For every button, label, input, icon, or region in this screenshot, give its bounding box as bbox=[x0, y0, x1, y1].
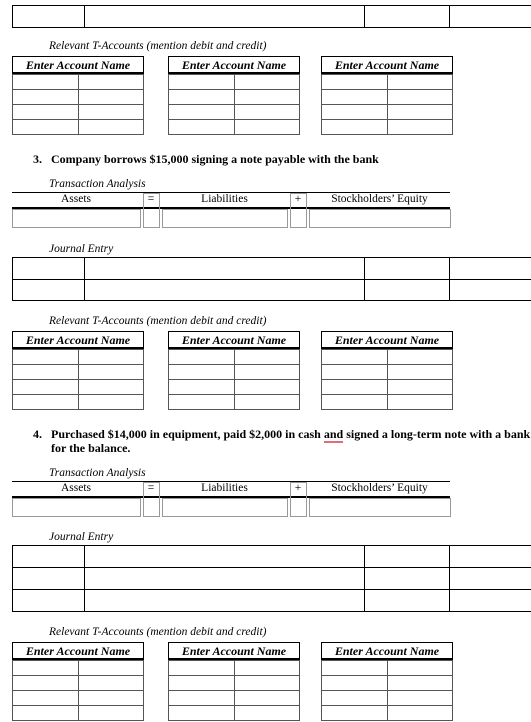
equals-cell bbox=[143, 482, 160, 517]
assets-label: Assets bbox=[60, 482, 92, 494]
journal-cell[interactable] bbox=[365, 590, 450, 612]
t-account-name[interactable]: Enter Account Name bbox=[12, 331, 144, 349]
t-account-name[interactable]: Enter Account Name bbox=[321, 331, 453, 349]
liabilities-label: Liabilities bbox=[201, 482, 248, 494]
liabilities-input[interactable] bbox=[162, 209, 288, 228]
journal-entry-caption: Journal Entry bbox=[49, 531, 114, 543]
question-4-number: 4. bbox=[33, 427, 42, 441]
journal-cell[interactable] bbox=[13, 258, 85, 280]
journal-cell[interactable] bbox=[450, 546, 531, 568]
journal-cell[interactable] bbox=[13, 6, 85, 28]
plus-cell bbox=[290, 193, 307, 228]
journal-cell[interactable] bbox=[85, 6, 365, 28]
journal-cell[interactable] bbox=[365, 279, 450, 301]
t-account-name[interactable]: Enter Account Name bbox=[168, 56, 300, 74]
journal-cell[interactable] bbox=[13, 546, 85, 568]
journal-cell[interactable] bbox=[450, 568, 531, 590]
journal-cell[interactable] bbox=[85, 258, 365, 280]
transaction-analysis-caption: Transaction Analysis bbox=[49, 178, 146, 190]
question-3-number: 3. bbox=[33, 152, 42, 166]
journal-cell[interactable] bbox=[13, 279, 85, 301]
journal-table-3 bbox=[12, 257, 531, 301]
equity-label: Stockholders’ Equity bbox=[331, 193, 428, 205]
t-account-name[interactable]: Enter Account Name bbox=[321, 642, 453, 660]
equity-label: Stockholders’ Equity bbox=[331, 482, 428, 494]
t-accounts-caption: Relevant T-Accounts (mention debit and credit) bbox=[49, 40, 267, 52]
journal-cell[interactable] bbox=[365, 568, 450, 590]
transaction-analysis-caption: Transaction Analysis bbox=[49, 467, 146, 479]
journal-cell[interactable] bbox=[85, 568, 365, 590]
spelling-flagged-word[interactable]: and bbox=[323, 427, 344, 441]
plus-cell bbox=[290, 482, 307, 517]
journal-cell[interactable] bbox=[365, 546, 450, 568]
assets-input[interactable] bbox=[12, 498, 141, 517]
t-account-name[interactable]: Enter Account Name bbox=[12, 642, 144, 660]
assets-label: Assets bbox=[60, 193, 92, 205]
equals-sign: = bbox=[147, 482, 155, 494]
journal-cell[interactable] bbox=[85, 279, 365, 301]
journal-cell[interactable] bbox=[365, 6, 450, 28]
question-4-text: Purchased $14,000 in equipment, paid $2,000 in cash and signed a long-term note with a bank bbox=[51, 427, 531, 441]
journal-cell[interactable] bbox=[13, 568, 85, 590]
journal-entry-caption: Journal Entry bbox=[49, 243, 114, 255]
t-account-name[interactable]: Enter Account Name bbox=[168, 642, 300, 660]
liabilities-input[interactable] bbox=[162, 498, 288, 517]
plus-sign: + bbox=[294, 193, 302, 205]
equity-input[interactable] bbox=[309, 209, 451, 228]
journal-cell[interactable] bbox=[365, 258, 450, 280]
journal-cell[interactable] bbox=[85, 546, 365, 568]
t-accounts-caption: Relevant T-Accounts (mention debit and credit) bbox=[49, 626, 267, 638]
equity-input[interactable] bbox=[309, 498, 451, 517]
equals-cell bbox=[143, 193, 160, 228]
liabilities-label: Liabilities bbox=[201, 193, 248, 205]
journal-cell[interactable] bbox=[13, 590, 85, 612]
journal-table-4 bbox=[12, 545, 531, 612]
t-accounts-caption: Relevant T-Accounts (mention debit and credit) bbox=[49, 315, 267, 327]
t-account-name[interactable]: Enter Account Name bbox=[168, 331, 300, 349]
t-account-name[interactable]: Enter Account Name bbox=[321, 56, 453, 74]
journal-cell[interactable] bbox=[450, 258, 531, 280]
journal-cell[interactable] bbox=[85, 590, 365, 612]
journal-cell[interactable] bbox=[450, 279, 531, 301]
t-account-name[interactable]: Enter Account Name bbox=[12, 56, 144, 74]
question-4-text-line2: for the balance. bbox=[51, 441, 131, 455]
plus-sign: + bbox=[294, 482, 302, 494]
assets-input[interactable] bbox=[12, 209, 141, 228]
journal-cell[interactable] bbox=[450, 6, 531, 28]
journal-cell[interactable] bbox=[450, 590, 531, 612]
journal-table-2 bbox=[12, 5, 531, 28]
question-3-text: Company borrows $15,000 signing a note payable with the bank bbox=[51, 152, 379, 166]
equals-sign: = bbox=[147, 193, 155, 205]
